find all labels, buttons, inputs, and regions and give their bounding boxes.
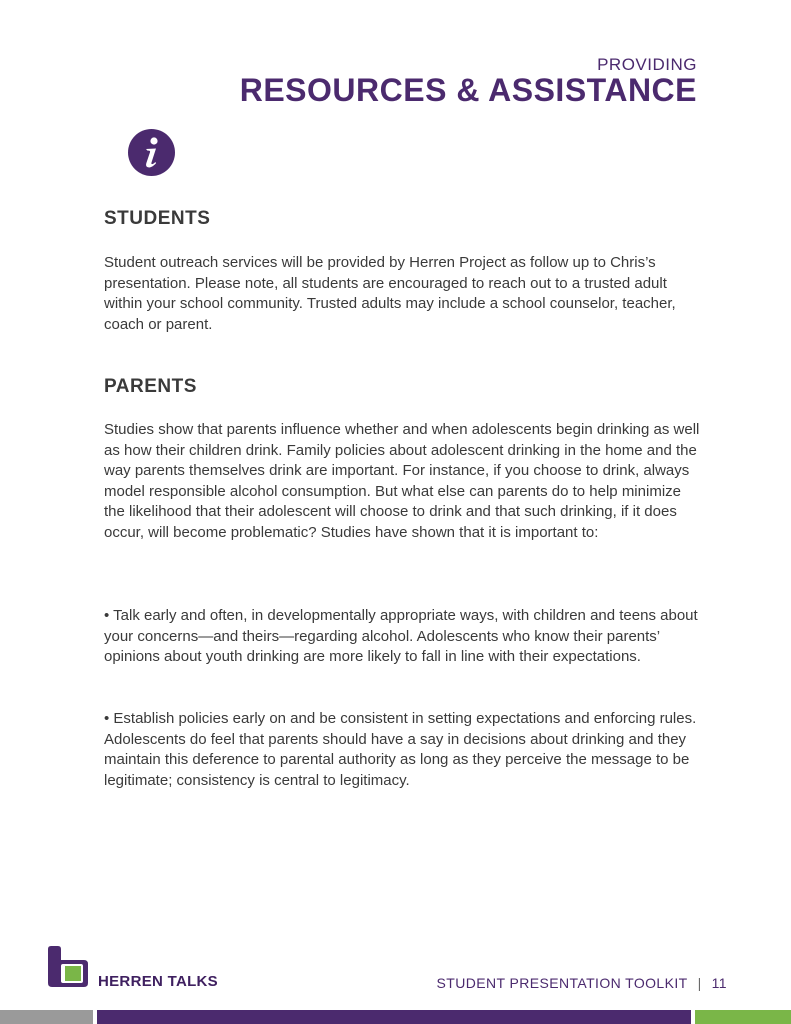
- brand-name: HERREN TALKS: [98, 973, 218, 990]
- footer-separator: |: [697, 975, 702, 991]
- toolkit-label: STUDENT PRESENTATION TOOLKIT: [436, 975, 688, 991]
- header-kicker: PROVIDING: [597, 55, 697, 74]
- footer-right: [437, 975, 727, 991]
- herren-logo-icon: [47, 944, 89, 988]
- parents-heading: PARENTS: [104, 376, 197, 397]
- bullet-item: • Establish policies early on and be consistent in setting expectations and enforcing rules. Adolescents do feel that parents should have a say in decisions about drinking and they maintain this deference to parental authority as long as they perceive the message to be legitimate; consistency is central to legitimacy.: [104, 710, 697, 789]
- footer-bar-green: [695, 1010, 791, 1024]
- footer-bar-gray: [0, 1010, 93, 1024]
- bullet-item: • Talk early and often, in developmentally appropriate ways, with children and teens about your concerns—and theirs—regarding alcohol. Adolescents who know their parents’ opinions about youth drinking are more likely to fall in line with their expectations.: [104, 607, 698, 665]
- footer-bar-purple: [97, 1010, 691, 1024]
- parents-paragraph: Studies show that parents influence whether and when adolescents begin drinking as well as how their children drink. Family policies about adolescent drinking in the home and the way parents themselves drink are important. For instance, if you choose to drink, always model responsible alcohol consumption. But what else can parents do to help minimize the likelihood that their adolescent will choose to drink and that such drinking, if it does occur, will become problematic? Studies have shown that it is important to:: [104, 421, 700, 541]
- page-number: 11: [711, 975, 727, 991]
- page-title: RESOURCES & ASSISTANCE: [239, 72, 697, 108]
- students-heading: STUDENTS: [104, 208, 211, 229]
- info-icon: [128, 129, 175, 176]
- students-paragraph: Student outreach services will be provided by Herren Project as follow up to Chris’s presentation. Please note, all students are encouraged to reach out to a trusted adult within your school community. Trusted adults may include a school counselor, teacher, coach or parent.: [104, 254, 676, 333]
